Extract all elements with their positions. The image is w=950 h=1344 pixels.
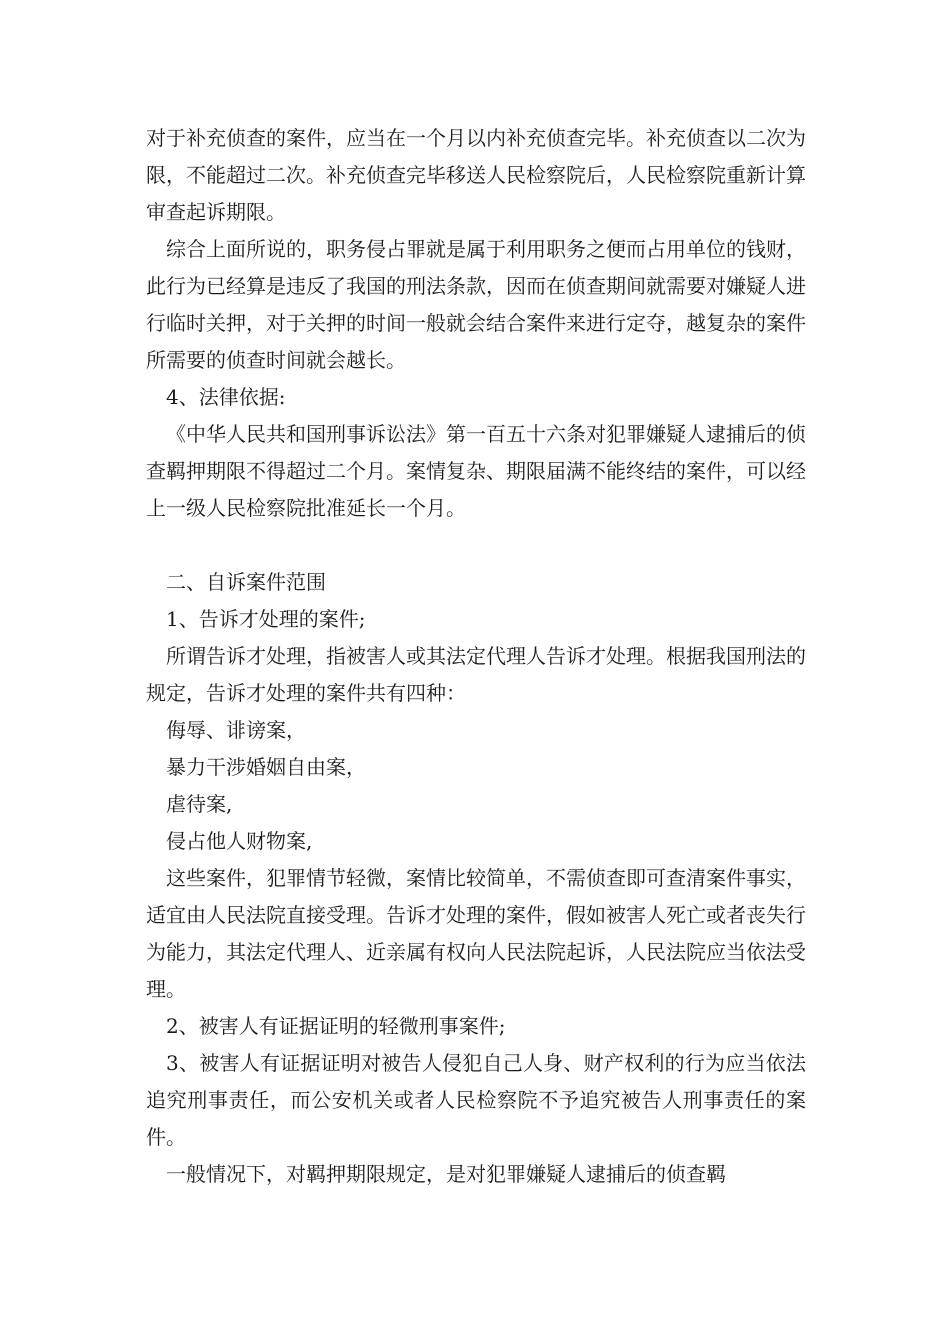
paragraph-criminal-procedure-law: 《中华人民共和国刑事诉讼法》第一百五十六条对犯罪嫌疑人逮捕后的侦查羁押期限不得超过二个月。案情复杂、期限届满不能终结的案件，可以经上一级人民检察院批准延长一个月。 bbox=[146, 422, 806, 520]
heading-private-prosecution-scope: 二、自诉案件范围 bbox=[166, 570, 326, 594]
list-item-rights-infringement-cases: 3、被害人有证据证明对被告人侵犯自己人身、财产权利的行为应当依法追究刑事责任，而公安机关或者人民检察院不予追究被告人刑事责任的案件。 bbox=[146, 1051, 806, 1149]
paragraph-detention-period: 一般情况下，对羁押期限规定，是对犯罪嫌疑人逮捕后的侦查羁 bbox=[166, 1162, 726, 1186]
list-item-minor-criminal-cases: 2、被害人有证据证明的轻微刑事案件; bbox=[166, 1014, 506, 1038]
list-item-abuse: 虐待案, bbox=[166, 792, 233, 816]
list-item-insult-defamation: 侮辱、诽谤案， bbox=[166, 718, 306, 742]
blank-line bbox=[146, 527, 806, 564]
heading-legal-basis: 4、法律依据: bbox=[166, 385, 286, 409]
paragraph-complaint-definition: 所谓告诉才处理，指被害人或其法定代理人告诉才处理。根据我国刑法的规定，告诉才处理的案件共有四种： bbox=[146, 644, 806, 705]
list-item-marriage-interference: 暴力干涉婚姻自由案， bbox=[166, 755, 366, 779]
list-item-complaint-cases: 1、告诉才处理的案件; bbox=[166, 607, 366, 631]
paragraph-summary: 综合上面所说的，职务侵占罪就是属于利用职务之便而占用单位的钱财，此行为已经算是违反了我国的刑法条款，因而在侦查期间就需要对嫌疑人进行临时关押，对于关押的时间一般就会结合案件来进行定夺，越复杂的案件所需要的侦查时间就会越长。 bbox=[146, 237, 806, 372]
document-body bbox=[146, 120, 806, 1193]
paragraph-case-characteristics: 这些案件，犯罪情节轻微，案情比较简单，不需侦查即可查清案件事实，适宜由人民法院直接受理。告诉才处理的案件，假如被害人死亡或者丧失行为能力，其法定代理人、近亲属有权向人民法院起诉，人民法院应当依法受理。 bbox=[146, 866, 806, 1001]
list-item-property-encroachment: 侵占他人财物案, bbox=[166, 829, 313, 853]
paragraph-supplementary-investigation: 对于补充侦查的案件，应当在一个月以内补充侦查完毕。补充侦查以二次为限，不能超过二次。补充侦查完毕移送人民检察院后，人民检察院重新计算审查起诉期限。 bbox=[146, 126, 806, 224]
